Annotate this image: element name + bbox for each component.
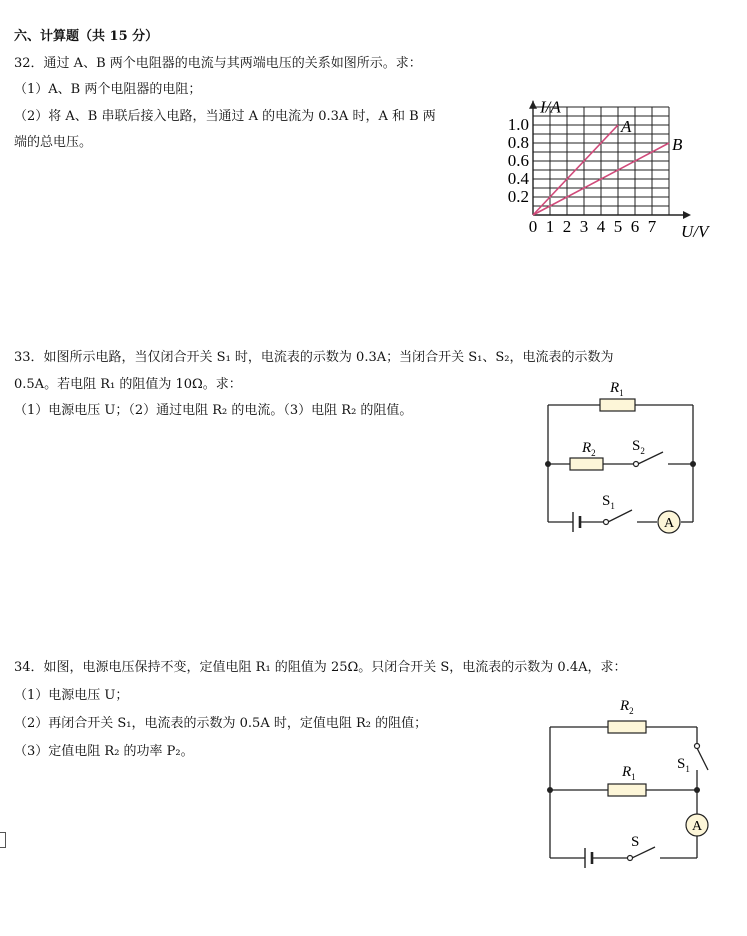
series-label-b: B	[672, 135, 683, 154]
y-tick-label: 0.6	[507, 151, 529, 170]
y-tick-label: 0.4	[507, 169, 529, 188]
s-terminal	[628, 856, 633, 861]
q32-part2: （2）将 A、B 串联后接入电路，当通过 A 的电流为 0.3A 时，A 和 B 两	[14, 109, 436, 124]
x-tick-label: 3	[579, 217, 589, 236]
section-heading: 六、计算题（共 15 分）	[14, 29, 159, 44]
q33-circuit	[540, 372, 705, 542]
x-tick-label: 0	[528, 217, 538, 236]
y-tick-label: 0.8	[507, 133, 529, 152]
r1-label: $R_1$	[622, 764, 636, 782]
s2-terminal	[634, 462, 639, 467]
q34-part1: （1）电源电压 U；	[14, 688, 129, 703]
y-tick-label: 1.0	[507, 115, 529, 134]
x-tick-label: 5	[613, 217, 623, 236]
q32-part2-cont: 端的总电压。	[14, 135, 93, 150]
y-tick-label: 0.2	[507, 187, 529, 206]
s1-terminal	[604, 520, 609, 525]
s2-label: $S_2$	[632, 438, 645, 456]
x-tick-label: 7	[647, 217, 657, 236]
junction-right	[690, 461, 696, 467]
q33-parts: （1）电源电压 U；（2）通过电阻 R₂ 的电流。（3）电阻 R₂ 的阻值。	[14, 403, 413, 418]
s1-terminal	[695, 744, 700, 749]
q32-stem: 32．通过 A、B 两个电阻器的电流与其两端电压的关系如图所示。求：	[14, 56, 422, 71]
y-axis-label: I/A	[540, 97, 561, 117]
q33-stem: 33．如图所示电路，当仅闭合开关 S₁ 时，电流表的示数为 0.3A；当闭合开关 S₁、S₂，电流表的示数为	[14, 350, 614, 365]
q34-part3: （3）定值电阻 R₂ 的功率 P₂。	[14, 744, 194, 759]
s1-label: $S_1$	[602, 493, 615, 511]
junction-left	[545, 461, 551, 467]
series-label-a: A	[621, 117, 632, 136]
x-tick-label: 6	[630, 217, 640, 236]
ammeter-symbol: A	[691, 819, 703, 834]
x-tick-label: 1	[545, 217, 555, 236]
r2-resistor	[608, 721, 646, 733]
r1-resistor	[608, 784, 646, 796]
x-axis-label: U/V	[681, 222, 709, 241]
y-axis-arrow	[529, 101, 537, 109]
junction-left	[547, 787, 553, 793]
page-edge-mark	[0, 832, 6, 848]
x-tick-label: 4	[596, 217, 606, 236]
r2-label: $R_2$	[582, 440, 596, 458]
x-tick-label: 2	[562, 217, 572, 236]
q34-part2: （2）再闭合开关 S₁，电流表的示数为 0.5A 时，定值电阻 R₂ 的阻值；	[14, 716, 428, 731]
q32-part1: （1）A、B 两个电阻器的电阻；	[14, 82, 202, 97]
r2-resistor	[570, 458, 603, 470]
iu-chart	[500, 62, 725, 247]
junction-right	[694, 787, 700, 793]
q34-circuit	[540, 690, 710, 880]
r1-resistor	[600, 399, 635, 411]
r2-label: $R_2$	[620, 698, 634, 716]
q33-stem-cont: 0.5A。若电阻 R₁ 的阻值为 10Ω。求：	[14, 377, 242, 392]
r1-label: $R_1$	[610, 380, 624, 398]
ammeter-symbol: A	[663, 516, 675, 531]
x-axis-arrow	[683, 211, 691, 219]
s1-label: $S_1$	[677, 756, 690, 774]
q34-stem: 34．如图，电源电压保持不变，定值电阻 R₁ 的阻值为 25Ω。只闭合开关 S，电流表的示数为 0.4A，求：	[14, 660, 627, 675]
s-label: S	[631, 834, 640, 850]
